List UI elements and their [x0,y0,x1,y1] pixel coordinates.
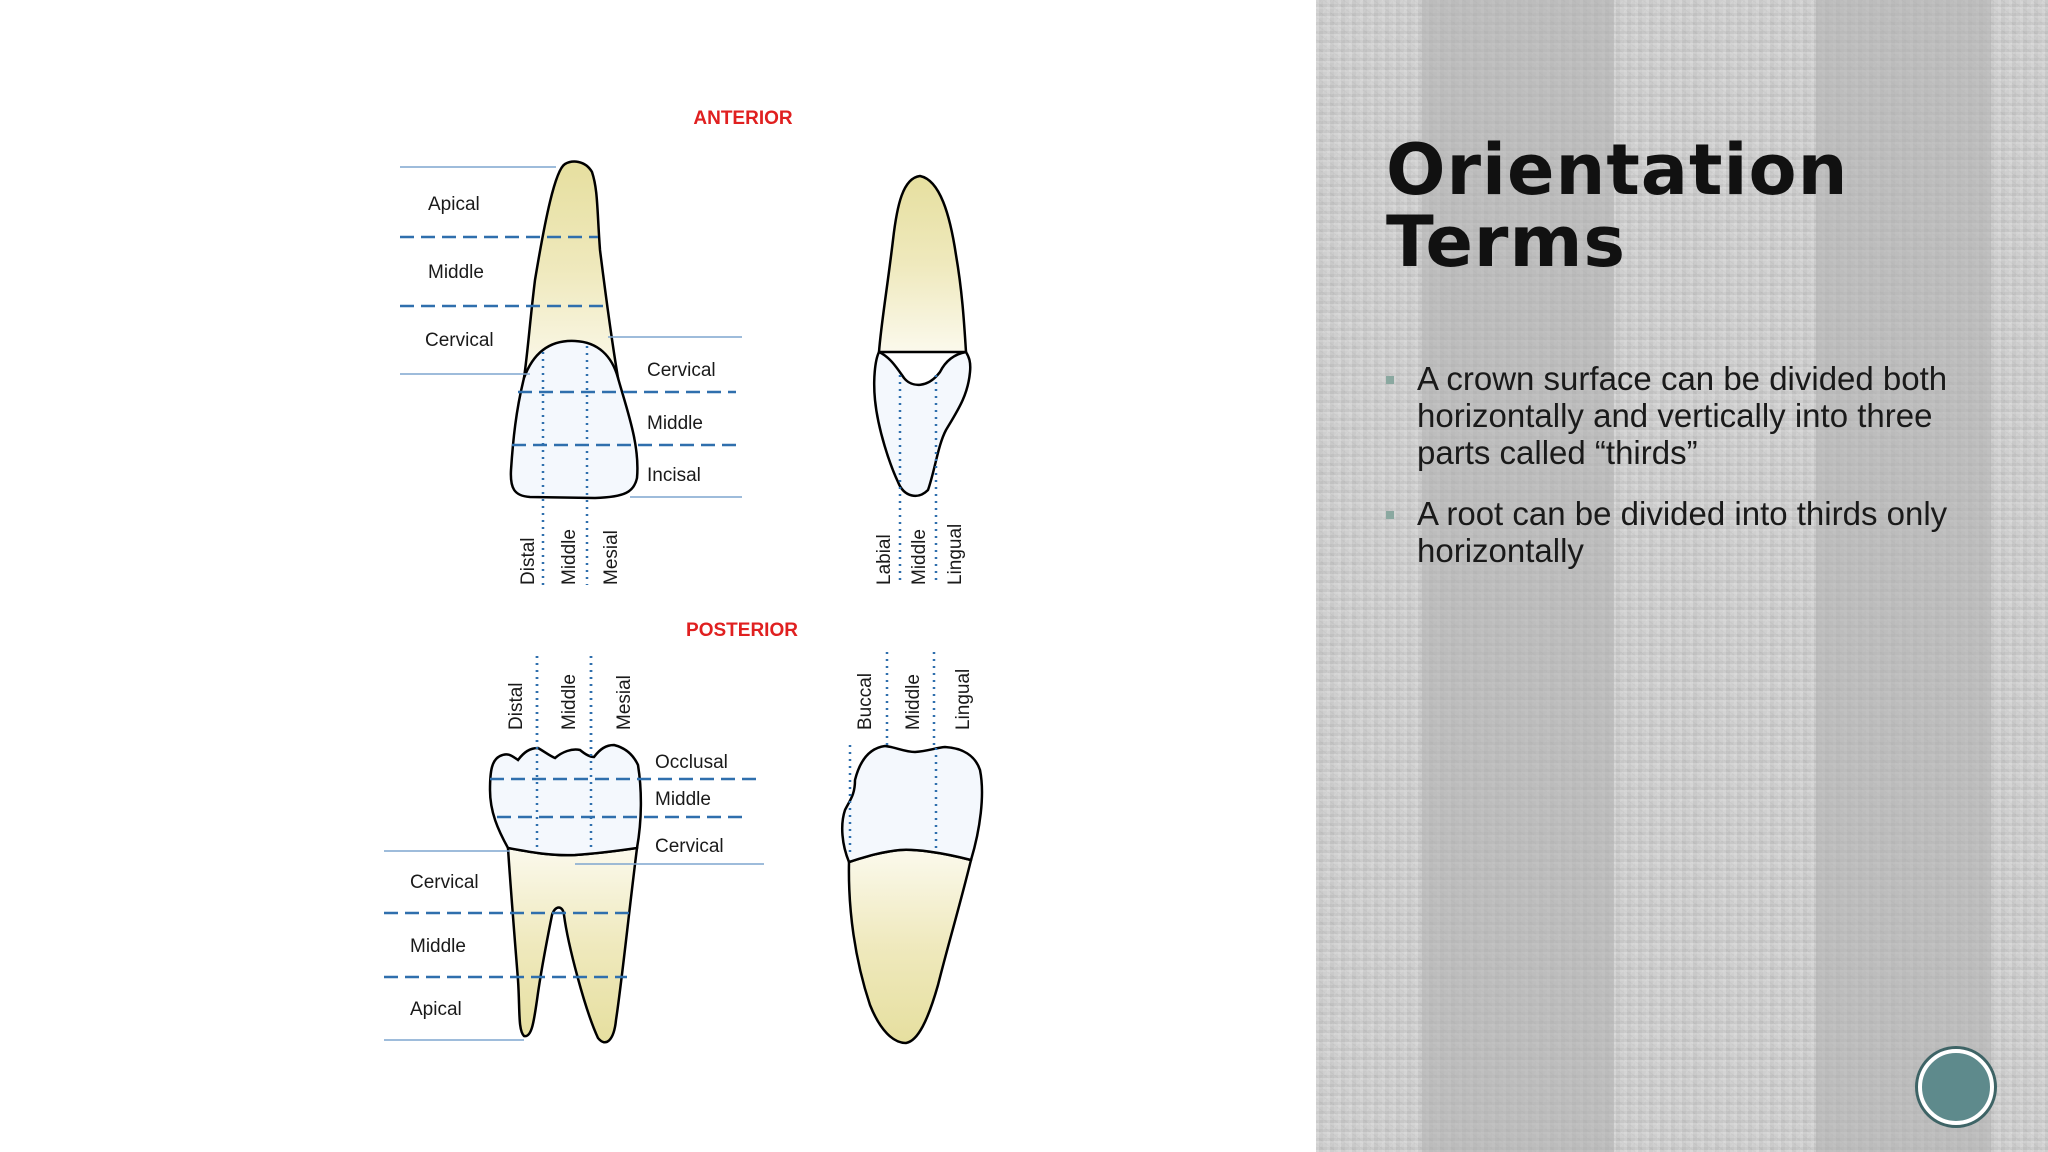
anterior-facial-label-middle: Middle [909,529,930,585]
posterior-facial-label-middle: Middle [903,674,924,730]
bullet-list [1386,360,1986,593]
posterior-crown-label-occlusal: Occlusal [655,752,728,773]
square-bullet-icon [1386,511,1394,519]
posterior-facial-label-lingual: Lingual [953,668,974,730]
anterior-facial-tooth [874,176,970,496]
anterior-facial-crown [874,352,970,496]
slide-title-line: Orientation [1386,129,1849,211]
square-bullet-icon [1386,376,1394,384]
posterior-root-label-apical: Apical [410,999,462,1020]
anterior-facial-label-lingual: Lingual [945,523,966,585]
posterior-crown-label-cervical: Cervical [655,836,724,857]
anterior-heading: ANTERIOR [693,108,793,129]
anterior-crown-label-middle: Middle [647,413,703,434]
circle-nav-icon[interactable] [1918,1049,1994,1125]
anterior-root-label-middle: Middle [428,262,484,283]
bullet-text: A root can be divided into thirds only horizontally [1417,495,1948,569]
anterior-proximal-crown [511,341,638,498]
bullet-item [1386,495,1986,569]
anterior-facial-label-labial: Labial [874,534,895,585]
anterior-vertical-label-mesial: Mesial [601,530,622,585]
anterior-proximal-tooth [511,162,638,498]
posterior-facial-root [849,850,971,1043]
anterior-facial-root [879,176,966,352]
posterior-vertical-label-mesial: Mesial [614,675,635,730]
posterior-heading: POSTERIOR [686,620,798,641]
anterior-vertical-label-distal: Distal [518,537,539,585]
anterior-crown-label-cervical: Cervical [647,360,716,381]
anterior-vertical-label-middle: Middle [559,529,580,585]
slide-title [1386,129,1849,283]
posterior-molar-root [508,848,637,1042]
anterior-root-label-apical: Apical [428,194,480,215]
posterior-facial-label-buccal: Buccal [855,672,876,730]
posterior-molar-tooth [490,745,641,1042]
posterior-vertical-label-distal: Distal [506,682,527,730]
posterior-vertical-label-middle: Middle [559,674,580,730]
posterior-root-label-middle: Middle [410,936,466,957]
bullet-item [1386,360,1986,471]
anterior-crown-label-incisal: Incisal [647,465,701,486]
text-panel [1316,0,2048,1152]
posterior-crown-label-middle: Middle [655,789,711,810]
posterior-root-label-cervical: Cervical [410,872,479,893]
anterior-root-label-cervical: Cervical [425,330,494,351]
slide-title-line: Terms [1386,201,1627,283]
bullet-text: A crown surface can be divided both horizontally and vertically into three parts called “thirds” [1417,360,1948,471]
posterior-facial-crown [842,746,982,862]
posterior-facial-tooth [842,746,982,1043]
posterior-molar-crown [490,745,641,855]
